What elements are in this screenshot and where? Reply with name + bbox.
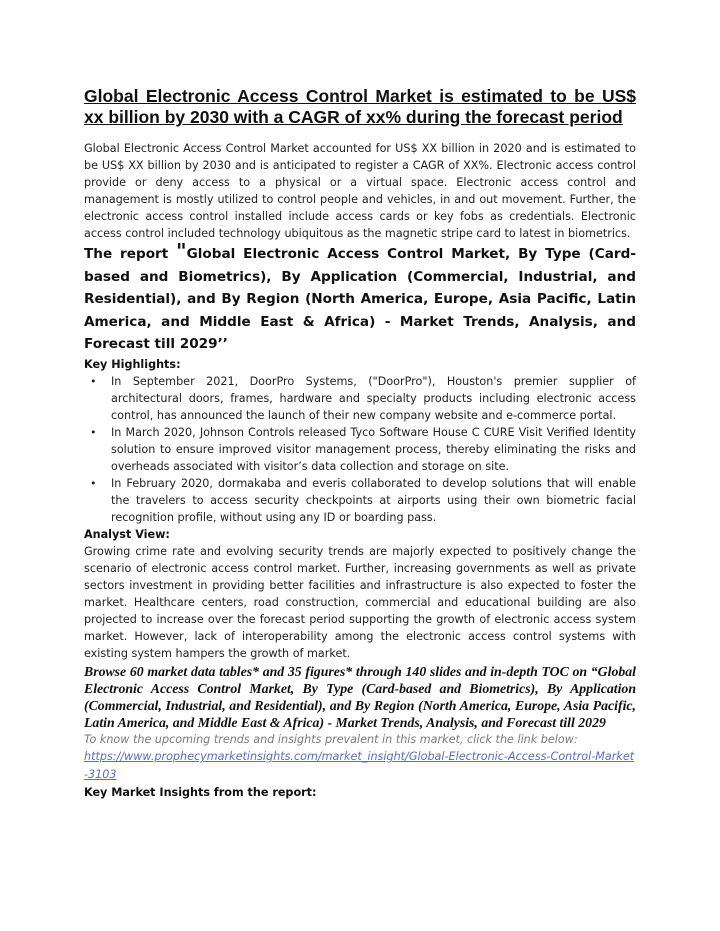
bullet-icon: • (90, 425, 97, 439)
highlight-item (84, 475, 636, 526)
highlight-item (84, 373, 636, 424)
document-title: Global Electronic Access Control Market is estimated to be US$ xx billion by 2030 with a CAGR of xx% during the forecast period (84, 86, 636, 127)
report-link[interactable]: https://www.prophecymarketinsights.com/market_insight/Global-Electronic-Access-Control-Market-3103 (84, 750, 635, 782)
highlights-heading: Key Highlights: (84, 357, 181, 371)
intro-paragraph: Global Electronic Access Control Market accounted for US$ XX billion in 2020 and is estimated to be US$ XX billion by 2030 and is anticipated to register a CAGR of XX%. Electronic access control provide or deny access to a physical or a virtual space. Electronic access control and management is mostly utilized to control people and vehicles, in and out movement. Further, the electronic access control installed include access cards or key fobs as credentials. Electronic access control included technology ubiquitous as the magnetic stripe card to latest in biometrics. (84, 142, 636, 240)
analyst-paragraph: Growing crime rate and evolving security trends are majorly expected to positively change the scenario of electronic access control market. Further, increasing governments as well as private sectors investment in providing better facilities and infrastructure is also expected to foster the market. Healthcare centers, road construction, commercial and educational building are also projected to increase over the forecast period supporting the growth of electronic access system market. However, lack of interoperability among the electronic access control systems with existing system hampers the growth of market. (84, 544, 636, 660)
link-intro: To know the upcoming trends and insights prevalent in this market, click the link below: (84, 733, 578, 747)
analyst-heading: Analyst View: (84, 527, 170, 541)
document-page (84, 86, 636, 801)
bullet-icon: • (90, 476, 97, 490)
bullet-icon: • (90, 374, 97, 388)
highlight-text: In September 2021, DoorPro Systems, ("DoorPro"), Houston's premier supplier of architectural doors, frames, hardware and specialty products including electronic access control, has announced the launch of their new company website and e-commerce portal. (111, 374, 636, 422)
report-open-quote: " (176, 239, 187, 263)
highlights-list (84, 373, 636, 526)
browse-paragraph: Browse 60 market data tables* and 35 figures* through 140 slides and in-depth TOC on “Global Electronic Access Control Market, By Type (Card-based and Biometrics), By Application (Commercial, Industrial, and Residential), and By Region (North America, Europe, Asia Pacific, Latin America, and Middle East & Africa) - Market Trends, Analysis, and Forecast till 2029 (84, 663, 636, 731)
report-prefix: The report (84, 246, 177, 262)
highlight-text: In February 2020, dormakaba and everis collaborated to develop solutions that will enable the travelers to access security checkpoints at airports using their own biometric facial recognition profile, without using any ID or boarding pass. (111, 476, 636, 524)
report-heading (84, 239, 636, 356)
highlight-item (84, 424, 636, 475)
report-title-text: Global Electronic Access Control Market, By Type (Card-based and Biometrics), By Application (Commercial, Industrial, and Residential), and By Region (North America, Europe, Asia Pacific, Latin America, and Middle East & Africa) - Market Trends, Analysis, and Forecast till 2029’’ (84, 246, 636, 352)
highlight-text: In March 2020, Johnson Controls released Tyco Software House C CURE Visit Verified Identity solution to ensure improved visitor management process, thereby eliminating the risks and overheads associated with visitor’s data collection and storage on site. (111, 425, 636, 473)
insights-heading: Key Market Insights from the report: (84, 786, 317, 800)
